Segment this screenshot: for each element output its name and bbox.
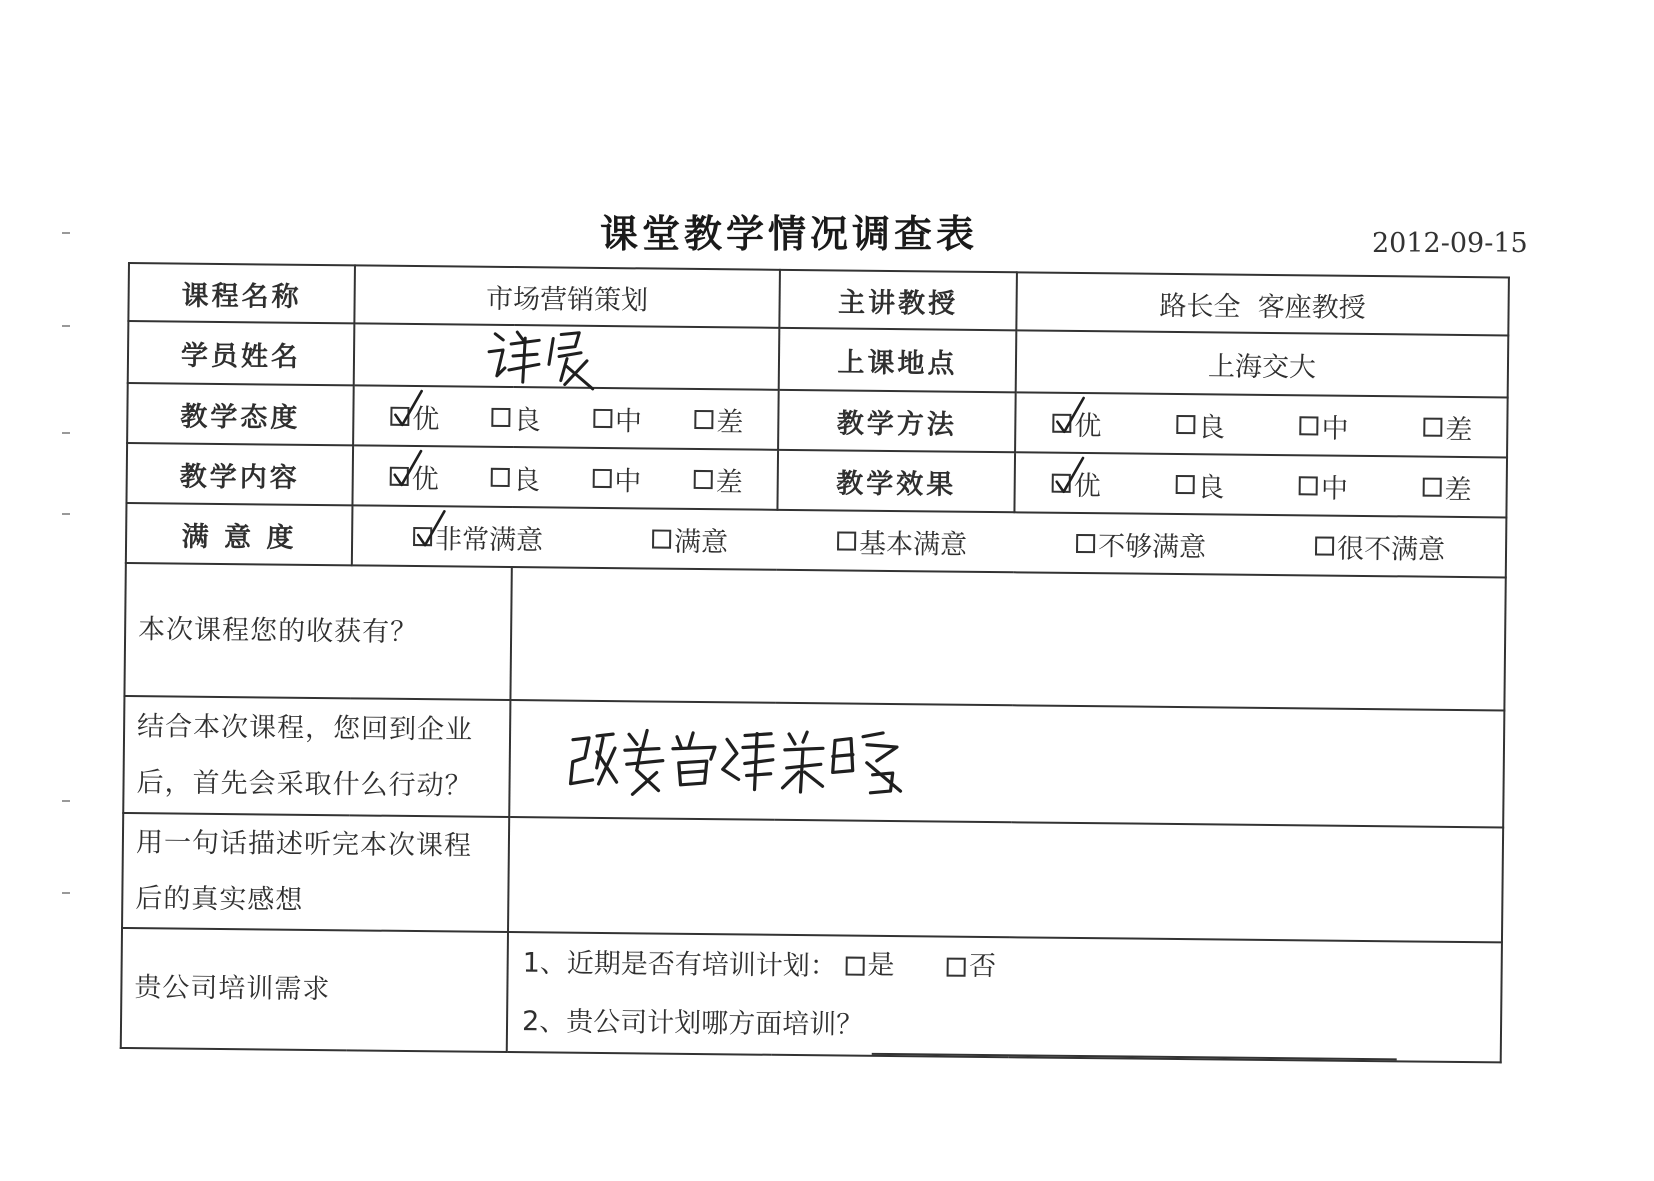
method-option-2[interactable] [1299, 406, 1348, 446]
training-questions [507, 932, 1502, 1062]
effect-option-label: 中 [1320, 473, 1349, 505]
satisfaction-option-label: 不够满意 [1097, 530, 1207, 563]
attitude-option-2[interactable] [593, 398, 642, 438]
effect-options [1014, 452, 1507, 517]
feeling-question-line2: 后的真实感想 [135, 882, 304, 916]
student-name-field[interactable] [354, 323, 780, 389]
checkmark-icon [393, 388, 423, 428]
content-option-1[interactable] [491, 457, 540, 497]
attitude-option-1[interactable] [492, 397, 541, 437]
action-question [123, 696, 510, 817]
attitude-option-label: 良 [513, 404, 541, 436]
effect-option-2[interactable] [1299, 466, 1348, 506]
effect-option-label: 优 [1073, 470, 1101, 502]
checkbox-icon[interactable] [694, 409, 713, 428]
content-options [352, 445, 778, 509]
row-training [121, 928, 1502, 1062]
checkmark-icon [416, 509, 446, 549]
course-name-label: 课程名称 [128, 263, 355, 323]
attitude-label: 教学态度 [127, 383, 354, 445]
checkbox-icon[interactable] [1052, 473, 1071, 492]
feeling-question-line1: 用一句话描述听完本次课程 [135, 826, 473, 862]
row-gain [124, 563, 1505, 710]
checkbox-icon[interactable] [1300, 416, 1319, 435]
checkbox-icon[interactable] [592, 468, 611, 487]
method-label: 教学方法 [778, 390, 1016, 452]
form-title: 课堂教学情况调查表 [600, 212, 979, 256]
action-answer-field[interactable] [509, 700, 1504, 827]
effect-option-label: 良 [1197, 471, 1225, 503]
action-answer-handwriting [566, 718, 907, 802]
content-option-0[interactable] [390, 456, 439, 496]
checkbox-icon[interactable] [1175, 474, 1194, 493]
student-name-label: 学员姓名 [128, 321, 355, 385]
satisfaction-option-label: 非常满意 [434, 523, 544, 556]
effect-option-1[interactable] [1175, 464, 1224, 504]
checkbox-icon[interactable] [845, 956, 864, 975]
training-q1 [522, 933, 1501, 1003]
checkbox-icon[interactable] [837, 531, 856, 550]
checkbox-icon[interactable] [694, 469, 713, 488]
attitude-option-3[interactable] [694, 399, 743, 439]
location-label: 上课地点 [779, 328, 1017, 392]
satisfaction-option-label: 基本满意 [858, 528, 968, 561]
feeling-answer-field[interactable] [508, 817, 1503, 942]
method-option-0[interactable] [1052, 403, 1101, 443]
method-option-1[interactable] [1176, 404, 1225, 444]
checkmark-icon [1055, 455, 1085, 495]
satisfaction-option-2[interactable] [837, 521, 967, 561]
training-q2-text: 2、贵公司计划哪方面培训？ [521, 1005, 864, 1041]
training-q2 [522, 993, 1501, 1061]
satisfaction-option-0[interactable] [413, 517, 543, 557]
location-value: 上海交大 [1016, 330, 1509, 397]
checkbox-icon[interactable] [593, 408, 612, 427]
attitude-option-label: 优 [412, 403, 440, 435]
action-question-line2: 后，首先会采取什么行动？ [136, 766, 473, 802]
satisfaction-option-group [353, 516, 1505, 567]
content-option-label: 优 [411, 463, 439, 495]
checkbox-icon[interactable] [1176, 414, 1195, 433]
content-option-label: 良 [512, 464, 541, 496]
training-no-label: 否 [968, 950, 997, 983]
checkbox-icon[interactable] [491, 467, 510, 486]
checkbox-icon[interactable] [1052, 413, 1071, 432]
effect-option-0[interactable] [1052, 463, 1101, 503]
checkbox-icon[interactable] [492, 407, 511, 426]
gain-question: 本次课程您的收获有？ [124, 563, 511, 700]
effect-option-group [1016, 463, 1506, 507]
method-option-label: 差 [1445, 414, 1473, 446]
lecturer-label: 主讲教授 [779, 270, 1017, 330]
training-q2-answer-line[interactable] [872, 1020, 1397, 1059]
checkmark-icon [1055, 395, 1085, 435]
checkmark-icon [393, 448, 423, 488]
survey-table [120, 262, 1510, 1063]
satisfaction-option-1[interactable] [652, 519, 728, 559]
satisfaction-option-3[interactable] [1076, 523, 1206, 563]
method-option-label: 优 [1074, 410, 1102, 442]
checkbox-icon[interactable] [413, 527, 432, 546]
content-option-label: 差 [715, 466, 743, 498]
content-option-label: 中 [614, 465, 642, 497]
checkbox-icon[interactable] [947, 957, 966, 976]
checkbox-icon[interactable] [652, 529, 671, 548]
effect-label: 教学效果 [777, 450, 1015, 512]
satisfaction-option-label: 满意 [673, 526, 729, 558]
training-yes-label: 是 [867, 949, 895, 982]
method-option-group [1016, 403, 1506, 447]
row-action [123, 696, 1504, 827]
training-yes-option[interactable] [845, 937, 895, 996]
content-option-group [354, 456, 777, 499]
checkbox-icon[interactable] [1423, 477, 1442, 496]
satisfaction-label: 满 意 度 [126, 503, 353, 565]
content-option-3[interactable] [694, 459, 743, 499]
effect-option-3[interactable] [1422, 467, 1471, 507]
attitude-option-label: 差 [716, 406, 744, 438]
attitude-option-label: 中 [614, 405, 643, 437]
checkbox-icon[interactable] [390, 406, 409, 425]
checkbox-icon[interactable] [1299, 476, 1318, 495]
attitude-option-group [354, 396, 777, 439]
satisfaction-option-label: 很不满意 [1336, 533, 1446, 566]
action-question-line1: 结合本次课程，您回到企业 [136, 710, 474, 746]
training-no-option[interactable] [947, 938, 997, 997]
row-feeling [122, 813, 1503, 942]
training-label: 贵公司培训需求 [121, 928, 508, 1052]
method-option-label: 中 [1321, 413, 1349, 445]
checkbox-icon[interactable] [1423, 417, 1442, 436]
attitude-options [353, 385, 779, 449]
method-options [1015, 392, 1508, 457]
content-option-2[interactable] [592, 458, 641, 498]
checkbox-icon[interactable] [1315, 536, 1334, 555]
feeling-question [122, 813, 509, 932]
method-option-label: 良 [1197, 411, 1226, 443]
method-option-3[interactable] [1423, 407, 1472, 447]
satisfaction-option-4[interactable] [1315, 526, 1445, 566]
checkbox-icon[interactable] [1076, 533, 1095, 552]
content-label: 教学内容 [126, 443, 353, 505]
checkbox-icon[interactable] [390, 466, 409, 485]
gain-answer-field[interactable] [510, 567, 1505, 710]
lecturer-value: 路长全 客座教授 [1016, 272, 1509, 335]
course-name-value: 市场营销策划 [354, 265, 780, 327]
effect-option-label: 差 [1444, 474, 1472, 506]
form-date: 2012-09-15 [1372, 228, 1528, 259]
attitude-option-0[interactable] [390, 396, 439, 436]
training-q1-text: 1、近期是否有培训计划： [522, 947, 838, 982]
student-name-signature [483, 320, 604, 395]
